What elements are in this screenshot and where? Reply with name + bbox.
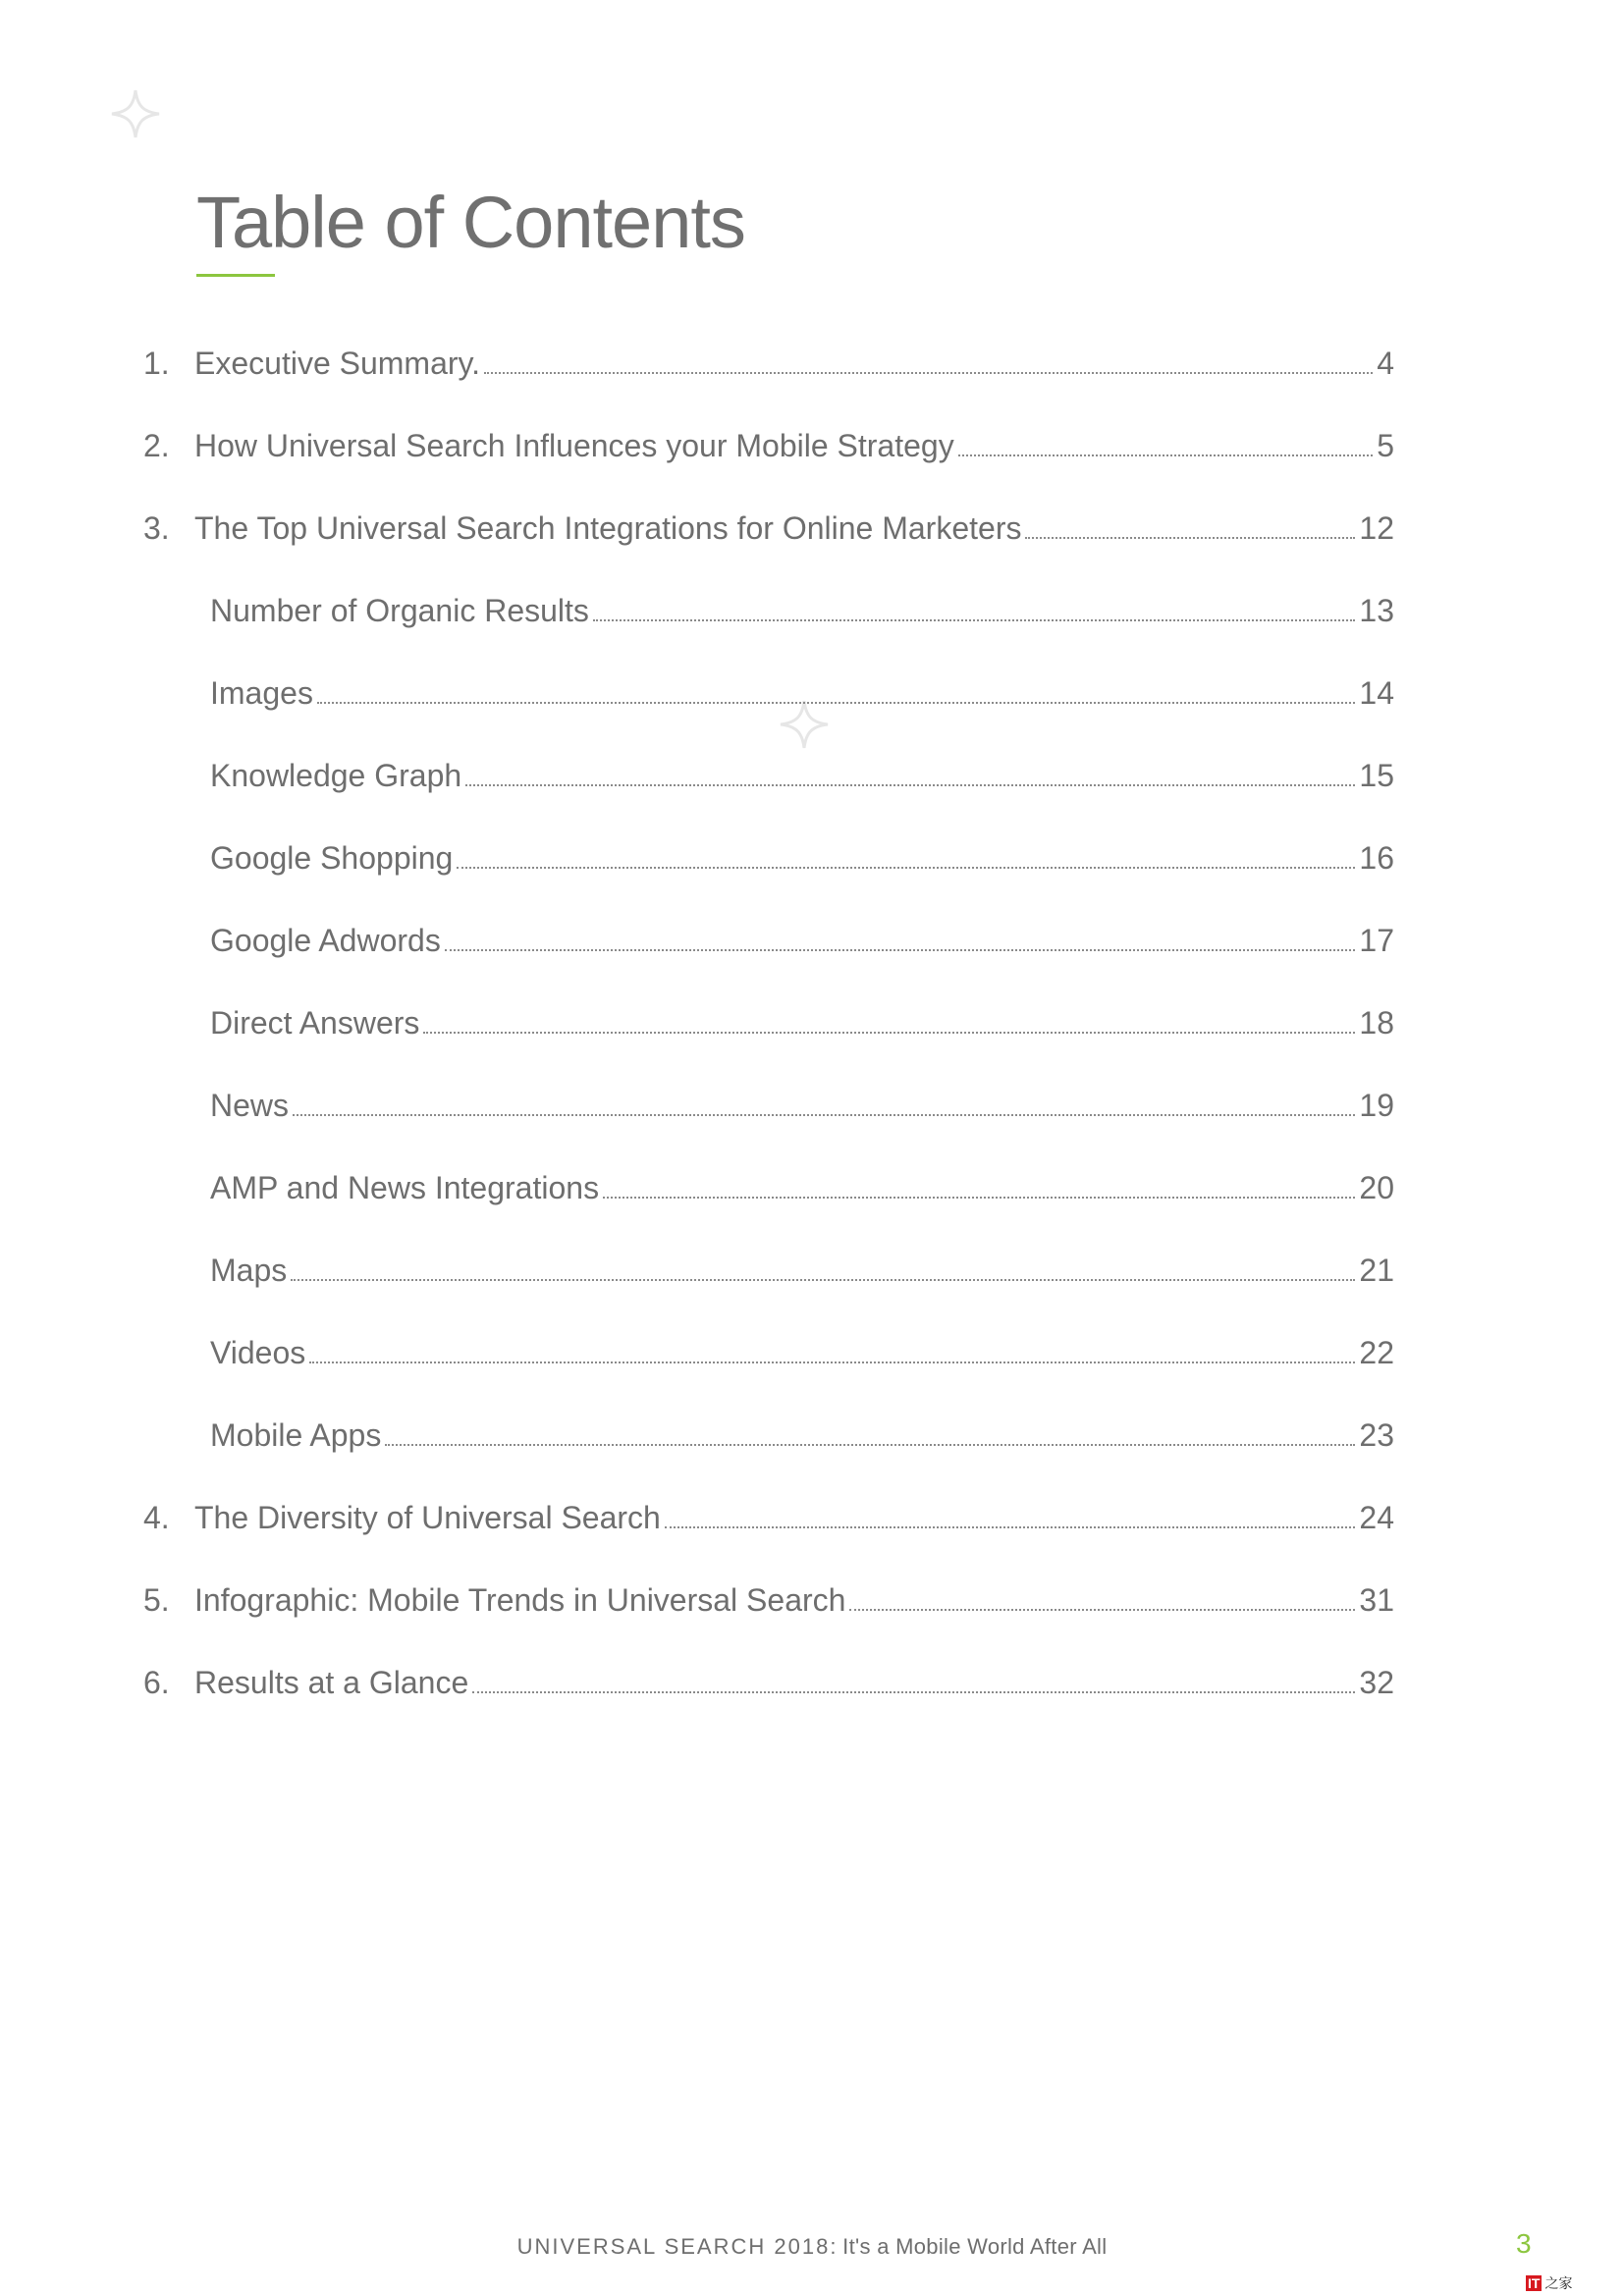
toc-entry-number: 5. — [143, 1581, 170, 1618]
toc-entry-page: 20 — [1359, 1169, 1394, 1205]
toc-dot-leader — [291, 1279, 1355, 1281]
toc-entry[interactable] — [143, 734, 1394, 817]
toc-entry-page: 32 — [1359, 1664, 1394, 1700]
toc-entry-page: 24 — [1359, 1499, 1394, 1535]
toc-entry-label: Maps — [210, 1252, 288, 1288]
toc-entry-label: The Top Universal Search Integrations for Online Marketers — [194, 509, 1022, 546]
toc-entry[interactable] — [143, 982, 1394, 1064]
toc-entry-label: How Universal Search Influences your Mobile Strategy — [194, 427, 954, 463]
toc-dot-leader — [445, 949, 1356, 951]
toc-entry-number: 1. — [143, 345, 170, 381]
toc-entry-number: 2. — [143, 427, 170, 463]
toc-entry-label: Images — [210, 674, 313, 711]
toc-dot-leader — [849, 1609, 1355, 1611]
toc-entry-page: 17 — [1359, 922, 1394, 958]
toc-entry[interactable] — [143, 817, 1394, 899]
toc-dot-leader — [665, 1526, 1356, 1528]
table-of-contents — [143, 322, 1394, 1724]
watermark-badge: IT — [1528, 2275, 1541, 2291]
toc-entry-label: Executive Summary. — [194, 345, 481, 381]
toc-dot-leader — [293, 1114, 1355, 1116]
toc-entry-page: 31 — [1359, 1581, 1394, 1618]
toc-entry[interactable] — [143, 899, 1394, 982]
page-title: Table of Contents — [196, 182, 745, 263]
toc-entry-page: 23 — [1359, 1416, 1394, 1453]
toc-dot-leader — [472, 1691, 1355, 1693]
toc-entry[interactable] — [143, 1064, 1394, 1147]
toc-entry-page: 15 — [1359, 757, 1394, 793]
toc-dot-leader — [317, 702, 1355, 704]
toc-entry-label: Mobile Apps — [210, 1416, 382, 1453]
toc-dot-leader — [457, 867, 1355, 869]
toc-entry-label: AMP and News Integrations — [210, 1169, 600, 1205]
toc-entry[interactable] — [143, 1641, 1394, 1724]
toc-entry-label: Videos — [210, 1334, 306, 1370]
toc-dot-leader — [593, 619, 1355, 621]
four-point-star-icon — [110, 88, 161, 139]
toc-entry-page: 19 — [1359, 1087, 1394, 1123]
toc-dot-leader — [465, 784, 1355, 786]
toc-entry-page: 12 — [1359, 509, 1394, 546]
toc-entry-page: 13 — [1359, 592, 1394, 628]
toc-dot-leader — [423, 1032, 1355, 1034]
page-number: 3 — [1516, 2228, 1532, 2259]
toc-dot-leader — [603, 1197, 1355, 1199]
toc-entry[interactable] — [143, 652, 1394, 734]
toc-entry[interactable] — [143, 1147, 1394, 1229]
toc-entry[interactable] — [143, 1229, 1394, 1311]
toc-entry[interactable] — [143, 1311, 1394, 1394]
toc-entry[interactable] — [143, 404, 1394, 487]
toc-dot-leader — [309, 1362, 1355, 1363]
toc-entry[interactable] — [143, 322, 1394, 404]
footer-title: UNIVERSAL SEARCH 2018 — [516, 2234, 831, 2259]
toc-dot-leader — [385, 1444, 1355, 1446]
toc-entry-page: 4 — [1377, 345, 1394, 381]
toc-entry-page: 5 — [1377, 427, 1394, 463]
toc-entry-page: 18 — [1359, 1004, 1394, 1041]
toc-entry-label: Direct Answers — [210, 1004, 420, 1041]
toc-dot-leader — [958, 454, 1374, 456]
toc-entry-label: Google Shopping — [210, 839, 454, 876]
toc-entry-label: Number of Organic Results — [210, 592, 589, 628]
toc-entry-number: 6. — [143, 1664, 170, 1700]
toc-entry-page: 22 — [1359, 1334, 1394, 1370]
toc-entry-page: 21 — [1359, 1252, 1394, 1288]
toc-dot-leader — [484, 372, 1373, 374]
page-footer — [0, 2234, 1624, 2260]
toc-entry[interactable] — [143, 1394, 1394, 1476]
toc-entry[interactable] — [143, 1559, 1394, 1641]
toc-entry-label: Google Adwords — [210, 922, 441, 958]
toc-entry-label: Results at a Glance — [194, 1664, 469, 1700]
footer-subtitle: : It's a Mobile World After All — [830, 2234, 1108, 2259]
toc-entry[interactable] — [143, 569, 1394, 652]
toc-entry-number: 3. — [143, 509, 170, 546]
watermark-text: 之家 — [1544, 2276, 1573, 2292]
title-underline — [196, 274, 275, 277]
toc-entry-label: Infographic: Mobile Trends in Universal Search — [194, 1581, 846, 1618]
toc-entry[interactable] — [143, 1476, 1394, 1559]
toc-entry-number: 4. — [143, 1499, 170, 1535]
toc-entry-label: News — [210, 1087, 290, 1123]
toc-dot-leader — [1025, 537, 1355, 539]
toc-entry-label: Knowledge Graph — [210, 757, 462, 793]
toc-entry-page: 16 — [1359, 839, 1394, 876]
watermark-logo — [1526, 2273, 1572, 2293]
toc-entry[interactable] — [143, 487, 1394, 569]
toc-entry-page: 14 — [1359, 674, 1394, 711]
toc-entry-label: The Diversity of Universal Search — [194, 1499, 661, 1535]
